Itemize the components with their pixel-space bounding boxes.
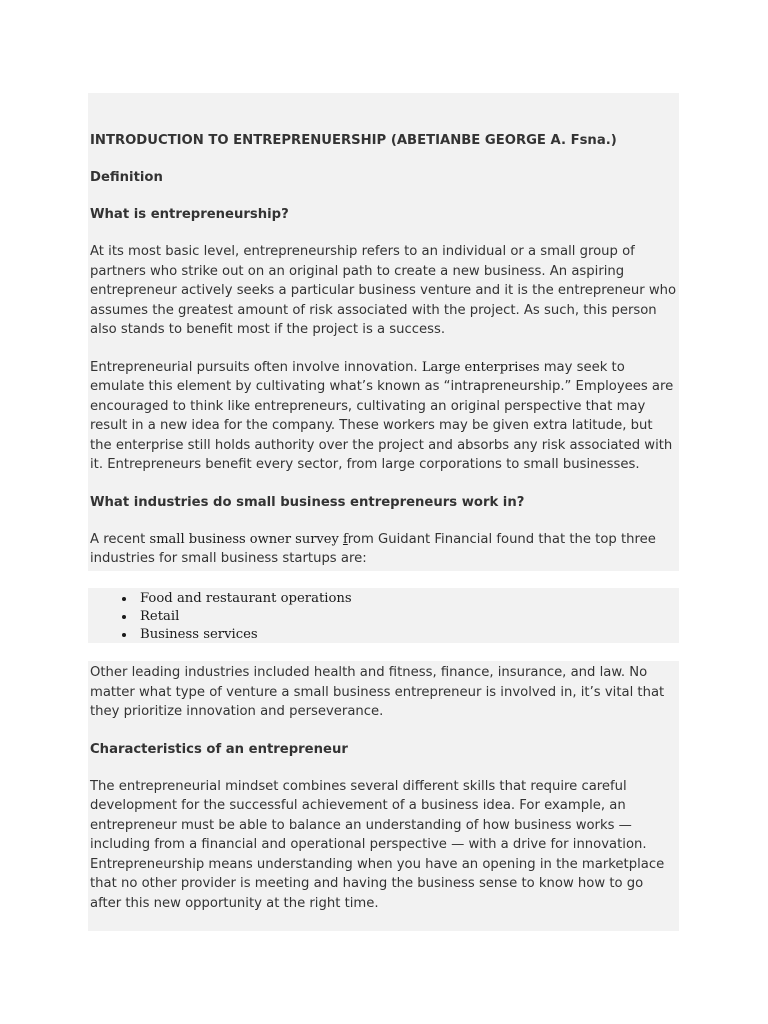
- paragraph-mindset: The entrepreneurial mindset combines several different skills that require careful development for the successful achievement of a business idea. For example, an entrepreneur must be able to balance an understanding of how business works — including from a financial and operational perspective — with a drive for innovation. Entrepreneurship means understanding when you have an opening in the marketplace that no other provider is meeting and having the business sense to know how to go after this new opportunity at the right time.: [90, 778, 665, 911]
- paragraph-innovation-end: may seek to emulate this element by cultivating what’s known as “intrapreneurship.” Employees are encouraged to think like entrepreneurs, cultivating an original perspective that may result in a new idea for the company. These workers may be given extra latitude, but the enterprise still holds authority over the project and absorbs any risk associated with it. Entrepreneurs benefit every sector, from large corporations to small businesses.: [90, 359, 674, 472]
- content-block-bullets: [88, 588, 679, 643]
- list-item: • Food and restaurant operations: [136, 590, 677, 608]
- definition-heading: Definition: [90, 170, 163, 185]
- content-block-characteristics: [88, 661, 679, 931]
- paragraph-survey-start: A recent: [90, 531, 150, 547]
- what-is-entrepreneurship-heading: What is entrepreneurship?: [90, 207, 289, 222]
- paragraph-innovation-start: Entrepreneurial pursuits often involve innovation.: [90, 359, 422, 375]
- list-item: • Retail: [136, 608, 677, 626]
- industries-heading: What industries do small business entrepreneurs work in?: [90, 494, 525, 510]
- large-enterprises-link[interactable]: Large enterprises: [421, 359, 540, 375]
- paragraph-basic-level: At its most basic level, entrepreneurship refers to an individual or a small group of partners who strike out on an original path to create a new business. An aspiring entrepreneur actively seeks a particular business venture and it is the entrepreneur who assumes the greatest amount of risk associated with the project. As such, this person also stands to benefit most if the project is a success.: [90, 244, 677, 337]
- paragraph-innovation: [90, 358, 677, 475]
- paragraph-survey: [90, 530, 677, 569]
- document-title: INTRODUCTION TO ENTREPRENUERSHIP (ABETIANBE GEORGE A. Fsna.): [90, 133, 617, 148]
- paragraph-other-industries: Other leading industries included health and fitness, finance, insurance, and law. No matter what type of venture a small business entrepreneur is involved in, it’s vital that they prioritize innovation and perseverance.: [90, 665, 665, 719]
- paragraph-survey-end: rom Guidant Financial found that the top three industries for small business startups are:: [90, 531, 656, 566]
- characteristics-heading: Characteristics of an entrepreneur: [90, 741, 348, 757]
- survey-link[interactable]: small business owner survey: [149, 531, 343, 547]
- industries-list: [90, 590, 677, 644]
- content-block-intro: [88, 93, 679, 571]
- survey-link-tail[interactable]: f: [342, 531, 348, 547]
- list-item: • Business services: [136, 626, 677, 644]
